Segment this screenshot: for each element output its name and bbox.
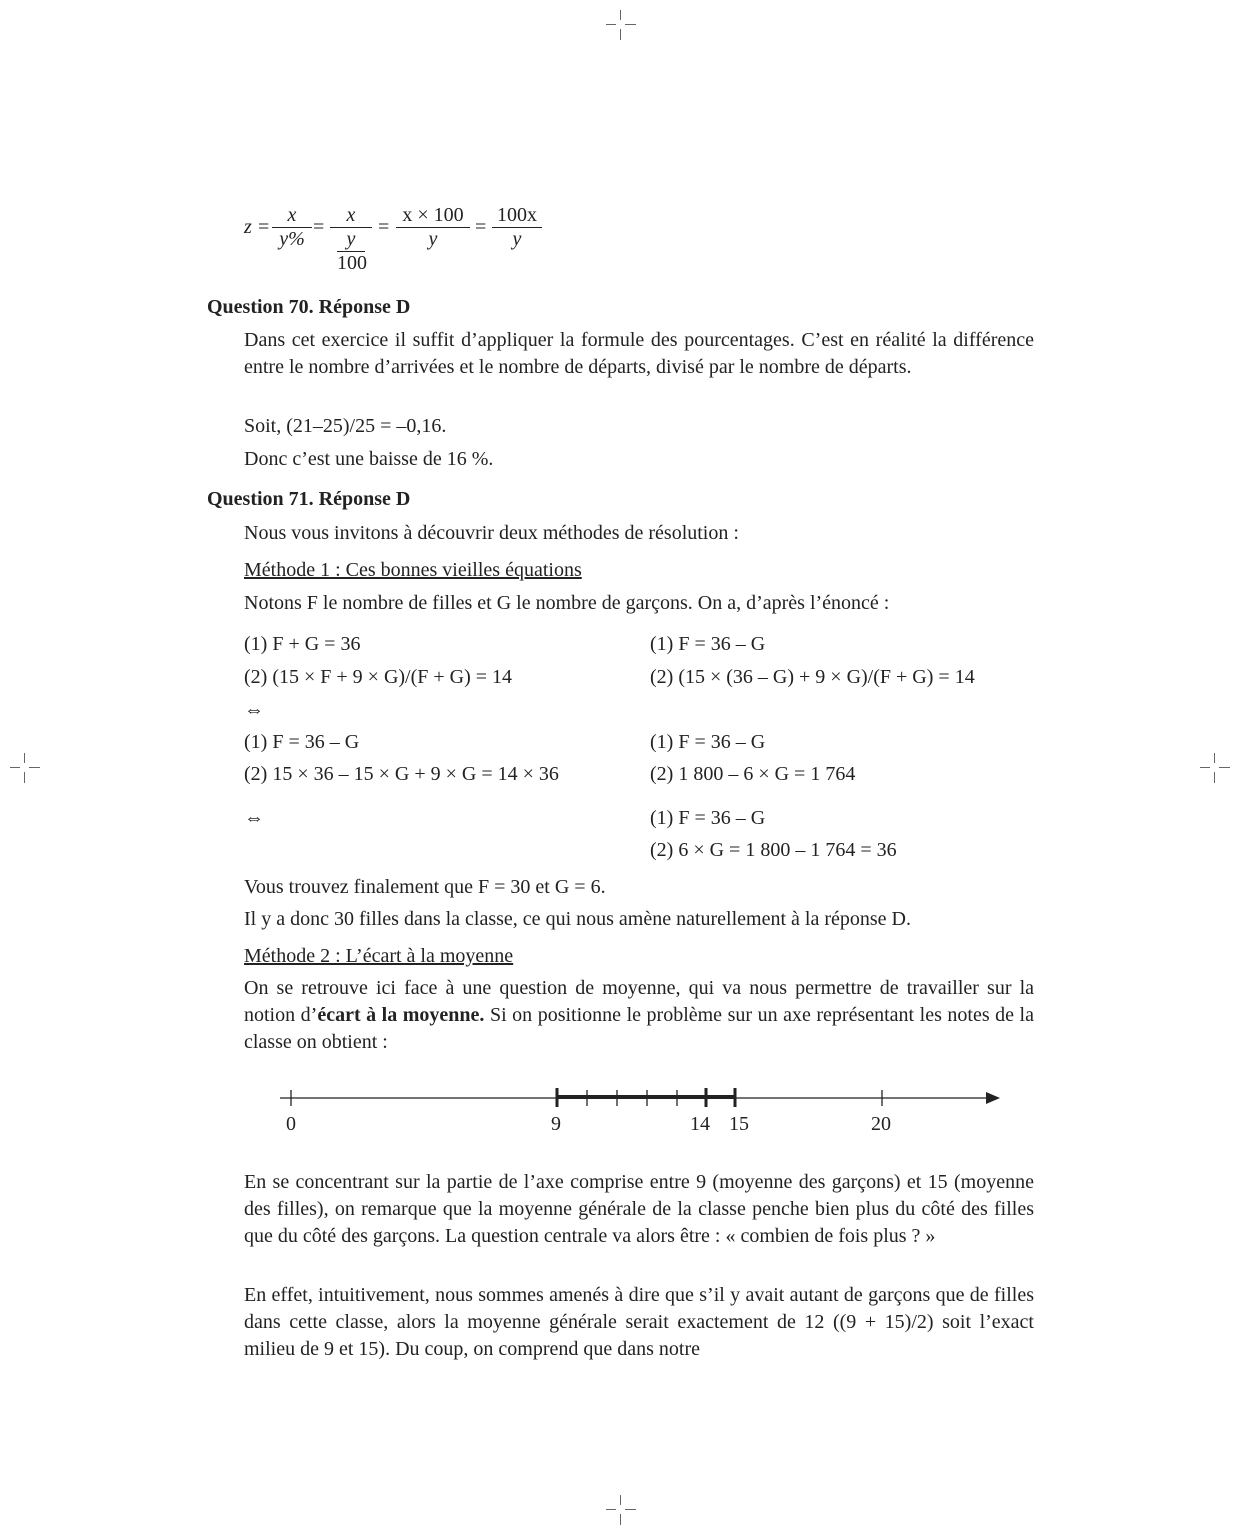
method-2-text-a: On se retrouve ici face à une question de moyenne, qui va nous permettre de travailler sur la notion d’ xyxy=(244,977,1034,1026)
equation-d2: (2) 1 800 – 6 × G = 1 764 xyxy=(650,763,856,785)
method-2-text-bold: écart à la moyenne. xyxy=(317,1004,485,1026)
method-1-paragraph: Notons F le nombre de filles et G le nombre de garçons. On a, d’après l’énoncé : xyxy=(244,592,890,614)
axis-label-0: 0 xyxy=(286,1113,296,1135)
axis-label-9: 9 xyxy=(551,1113,561,1135)
fraction-2-inner-numerator: y xyxy=(337,228,365,252)
fraction-3 xyxy=(396,204,470,251)
method-2-title: Méthode 2 : L’écart à la moyenne xyxy=(244,945,514,967)
method-2-text-b: Si on positionne le problème sur un axe représentant les notes de la classe on obtient : xyxy=(244,1004,1034,1053)
equation-e1: (1) F = 36 – G xyxy=(650,807,766,829)
formula-equals: = xyxy=(313,216,325,238)
equation-c2: (2) 15 × 36 – 15 × G + 9 × G = 14 × 36 xyxy=(244,763,559,785)
fraction-4-numerator: 100x xyxy=(492,204,542,228)
method-2-paragraph xyxy=(244,975,1034,1056)
fraction-3-denominator: y xyxy=(428,228,438,250)
fraction-4 xyxy=(492,204,542,251)
equation-d1: (1) F = 36 – G xyxy=(650,731,766,753)
question-71-intro: Nous vous invitons à découvrir deux méthodes de résolution : xyxy=(244,522,739,544)
method-1-result-2: Il y a donc 30 filles dans la classe, ce qui nous amène naturellement à la réponse D. xyxy=(244,908,911,930)
crop-mark-left xyxy=(10,753,40,783)
fraction-2-numerator: x xyxy=(330,204,372,228)
formula-z: z xyxy=(244,216,252,238)
equation-b2: (2) (15 × (36 – G) + 9 × G)/(F + G) = 14 xyxy=(650,666,975,688)
question-70-paragraph-1: Dans cet exercice il suffit d’appliquer la formule des pourcentages. C’est en réalité la différence entre le nombre d’arrivées et le nombre de départs, divisé par le nombre de départs. xyxy=(244,329,1034,378)
equation-e2: (2) 6 × G = 1 800 – 1 764 = 36 xyxy=(650,839,897,861)
question-70-paragraph-2: Soit, (21–25)/25 = –0,16. xyxy=(244,415,447,437)
paragraph-after-axis-1: En se concentrant sur la partie de l’axe comprise entre 9 (moyenne des garçons) et 15 (moyenne des filles), on remarque que la moyenne générale de la classe penche bien plus du côté des filles que du côté des garçons. La question centrale va alors être : « combien de fois plus ? » xyxy=(244,1171,1034,1247)
paragraph-after-axis-2: En effet, intuitivement, nous sommes amenés à dire que s’il y avait autant de garçons que de filles dans cette classe, alors la moyenne générale serait exactement de 12 ((9 + 15)/2) soit l’exact milieu de 9 et 15). Du coup, on comprend que dans notre xyxy=(244,1284,1034,1360)
formula-equals: = xyxy=(378,216,390,238)
method-1-result-1: Vous trouvez finalement que F = 30 et G = 6. xyxy=(244,876,606,898)
number-line-axis xyxy=(270,1080,1010,1120)
equation-a2: (2) (15 × F + 9 × G)/(F + G) = 14 xyxy=(244,666,513,688)
method-1-title: Méthode 1 : Ces bonnes vieilles équations xyxy=(244,559,582,581)
equation-c1: (1) F = 36 – G xyxy=(244,731,360,753)
crop-mark-top xyxy=(606,10,636,40)
equivalence-symbol-1: ⇔ xyxy=(244,699,264,721)
axis-arrow xyxy=(986,1092,1000,1104)
formula-equals: = xyxy=(258,216,270,238)
axis-label-20: 20 xyxy=(871,1113,891,1135)
fraction-2-inner-denominator: 100 xyxy=(337,252,367,274)
fraction-3-numerator: x × 100 xyxy=(396,204,470,228)
equation-a1: (1) F + G = 36 xyxy=(244,633,361,655)
question-70-heading: Question 70. Réponse D xyxy=(207,296,411,318)
axis-label-15: 15 xyxy=(729,1113,749,1135)
fraction-2 xyxy=(330,204,372,275)
equivalence-symbol-2: ⇔ xyxy=(244,807,264,829)
fraction-1 xyxy=(272,204,312,251)
question-70-paragraph-3: Donc c’est une baisse de 16 %. xyxy=(244,448,494,470)
fraction-4-denominator: y xyxy=(512,228,522,250)
fraction-1-numerator: x xyxy=(272,204,312,228)
equation-b1: (1) F = 36 – G xyxy=(650,633,766,655)
question-71-heading: Question 71. Réponse D xyxy=(207,488,411,510)
fraction-1-denominator: y% xyxy=(279,228,305,250)
formula-equals: = xyxy=(475,216,487,238)
crop-mark-bottom xyxy=(606,1495,636,1525)
crop-mark-right xyxy=(1200,753,1230,783)
axis-label-14: 14 xyxy=(690,1113,710,1135)
